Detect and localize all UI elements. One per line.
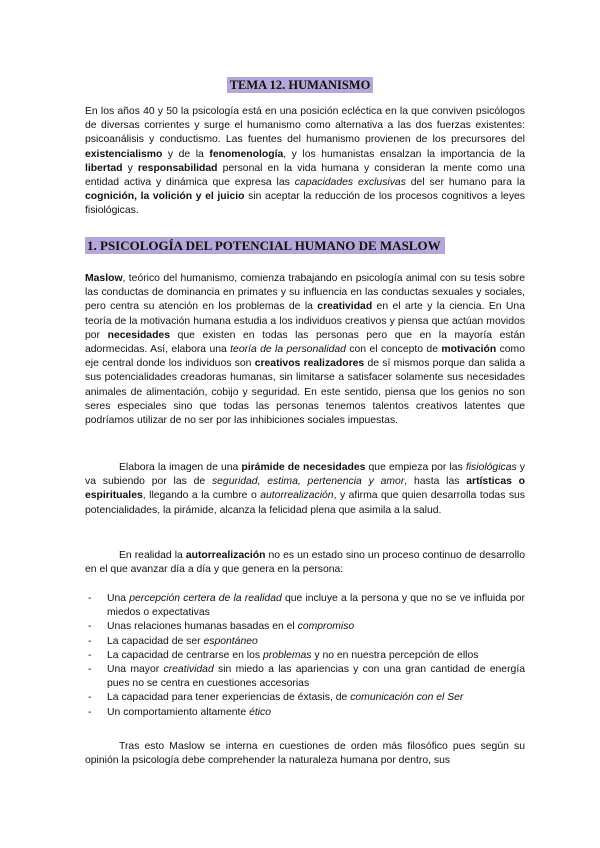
text-run: , teórico del humanismo, comienza trabajando en psicología animal con su tesis sobre las conductas de dominancia en primates y su influencia en las conductas sexuales y sociales, pero centra su atención en los problemas de la	[85, 273, 525, 313]
italic-run: problemas	[262, 649, 312, 661]
bold-run: Maslow	[85, 273, 123, 284]
italic-run: compromiso	[297, 621, 355, 633]
bold-run: creativos realizadores	[254, 358, 365, 370]
final-paragraph	[85, 740, 525, 768]
section-heading-wrap	[85, 237, 445, 255]
bold-run: creatividad	[317, 301, 373, 313]
list-item	[85, 706, 525, 720]
bold-run: libertad	[85, 162, 123, 174]
page-title: TEMA 12. HUMANISMO	[227, 77, 374, 93]
list-item	[85, 620, 525, 634]
text-run: , llegando a la cumbre o	[142, 490, 261, 502]
text-run: La capacidad para tener experiencias de éxtasis, de	[107, 692, 351, 704]
text-run: de sí mismos porque dan salida a sus potencialidades creadoras humanas, sin limitarse a satisfacer solamente sus necesidades animales de alimentación, cobijo y seguridad. En este sentido, piensa que los genios no son seres especiales sino que todas las personas tenemos talentos creativos latentes que podríamos utilizar de no ser por las inhibiciones sociales impuestas.	[85, 358, 525, 427]
italic-run: capacidades exclusivas	[294, 177, 406, 189]
section-heading: 1. PSICOLOGÍA DEL POTENCIAL HUMANO DE MASLOW	[85, 237, 445, 254]
bullet-dash: -	[88, 635, 92, 647]
list-item	[85, 635, 525, 649]
bold-run: responsabilidad	[137, 162, 218, 174]
list-item	[85, 663, 525, 691]
text-run: Tras esto Maslow se interna en cuestiones de orden más filosófico pues según su opinión la psicología debe comprehender la naturaleza humana por dentro, sus	[85, 741, 525, 767]
text-run: que incluye a la persona y que no se ve influida por miedos o expectativas	[107, 593, 525, 619]
piramide-paragraph	[85, 461, 525, 518]
italic-run: comunicación con el Ser	[350, 692, 464, 704]
bold-run: artísticas o espirituales	[85, 476, 526, 502]
title-wrap	[0, 76, 600, 94]
list-item	[85, 592, 525, 620]
text-run: con el concepto de	[345, 344, 442, 356]
text-run: La capacidad de centrarse en los	[107, 649, 263, 661]
text-run: La capacidad de ser	[107, 635, 204, 647]
bold-run: pirámide de necesidades	[241, 462, 366, 473]
text-run: y de la	[162, 148, 210, 160]
text-run: que empieza por las	[365, 462, 466, 473]
list-item	[85, 691, 525, 705]
italic-run: creatividad	[163, 664, 214, 676]
autorrealizacion-paragraph	[85, 549, 525, 577]
text-run: En realidad la	[119, 550, 186, 561]
text-run: , hasta las	[404, 476, 467, 488]
text-run: en el arte y la ciencia. En Una teoría de la motivación humana estudia a los individuos creativos y piensa que actúan movidos por	[85, 301, 525, 341]
list-item	[85, 649, 525, 663]
text-run: Elabora la imagen de una	[119, 462, 242, 473]
bold-run: autorrealización	[185, 550, 266, 561]
text-run: y va subiendo por las de	[85, 462, 525, 488]
text-run: y no en nuestra percepción de ellos	[311, 649, 479, 661]
italic-run: percepción certera de la realidad	[129, 593, 282, 604]
italic-run: fisiológicas	[465, 462, 517, 473]
text-run: como eje central donde los individuos son	[85, 344, 525, 370]
text-run: En los años 40 y 50 la psicología está en una posición ecléctica en la que conviven psicólogos de diversas corrientes y surge el humanismo como alternativa a las dos fuerzas existentes: psicoanálisis y conductismo. Las fuentes del humanismo provienen de los precursores del	[85, 106, 525, 146]
maslow-paragraph	[85, 272, 525, 428]
bullet-dash: -	[88, 706, 92, 718]
bold-run: cognición, la volición y el juicio	[85, 191, 245, 203]
italic-run: espontáneo	[203, 635, 258, 647]
text-run: Una mayor	[107, 664, 164, 676]
text-run: Unas relaciones humanas basadas en el	[107, 621, 298, 633]
text-run: Una	[107, 593, 130, 604]
italic-run: autorrealización	[260, 490, 334, 502]
bullet-dash: -	[88, 593, 92, 604]
italic-run: seguridad, estima, pertenencia y amor	[211, 476, 405, 488]
text-run: del ser humano para la	[405, 177, 525, 189]
bullet-dash: -	[88, 692, 92, 704]
text-run: que existen en todas las personas pero que en la mayoría están adormecidas. Así, elabora una	[85, 329, 525, 356]
text-run: , y los humanistas ensalzan la importancia de la	[283, 148, 525, 160]
text-run: Un comportamiento altamente	[107, 706, 250, 718]
bullet-dash: -	[88, 621, 92, 633]
text-run: no es un estado sino un proceso continuo de desarrollo en el que avanzar día a día y que genera en la persona:	[85, 550, 525, 576]
bold-run: existencialismo	[85, 148, 163, 160]
text-run: y	[122, 162, 138, 174]
traits-list	[85, 592, 525, 720]
italic-run: ético	[249, 706, 272, 718]
bullet-dash: -	[88, 664, 92, 676]
text-run: , y afirma que quien desarrolla todas sus potencialidades, la pirámide, alcanza la felicidad plena que asimila a la salud.	[85, 490, 525, 516]
bullet-dash: -	[88, 649, 92, 661]
bold-run: motivación	[441, 344, 497, 356]
intro-paragraph	[85, 105, 525, 219]
text-run: sin miedo a las apariencias y con una gran cantidad de energía pues no se centra en cuestiones accesorias	[107, 664, 525, 690]
text-run: sin aceptar la reducción de los procesos cognitivos a leyes fisiológicas.	[85, 191, 525, 217]
bold-run: fenomenología	[209, 148, 284, 160]
italic-run: teoría de la personalidad	[230, 344, 346, 356]
text-run: personal en la vida humana y consideran la mente como una entidad activa y dinámica que expresa las	[85, 162, 525, 189]
bold-run: necesidades	[107, 329, 170, 341]
